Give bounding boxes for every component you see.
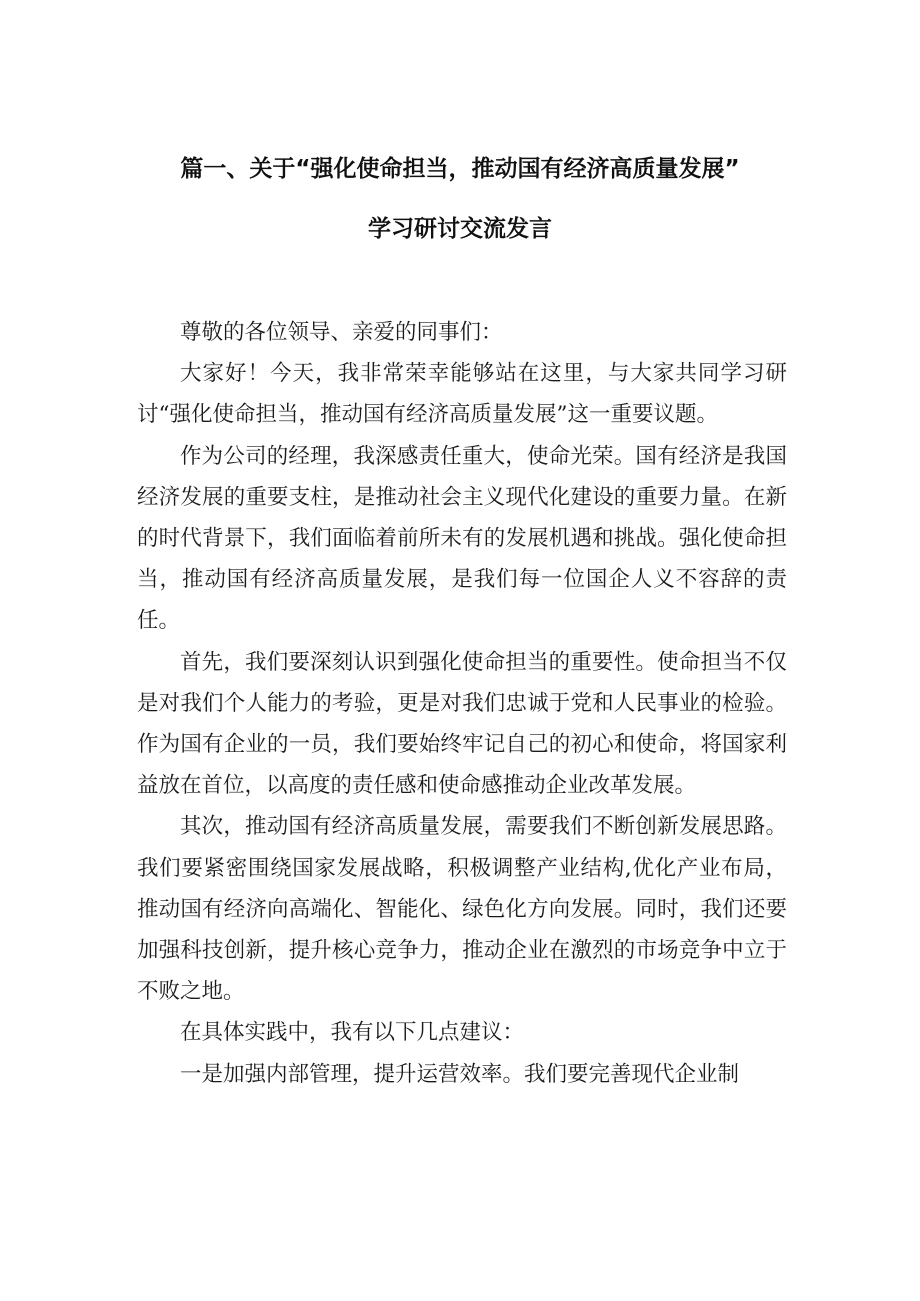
paragraph-suggestion-one: 一是加强内部管理，提升运营效率。我们要完善现代企业制: [180, 1061, 740, 1087]
paragraph-first-point: 首先，我们要深刻认识到强化使命担当的重要性。使命担当不仅是对我们个人能力的考验，更是对我们忠诚于党和人民事业的检验。作为国有企业的一员，我们要始终牢记自己的初心和使命，将国家利益放在首位，以高度的责任感和使命感推动企业改革发展。: [137, 649, 787, 799]
paragraph-greeting: 大家好！今天，我非常荣幸能够站在这里，与大家共同学习研讨“强化使命担当，推动国有经济高质量发展”这一重要议题。: [137, 361, 787, 428]
document-body: [137, 312, 787, 1095]
paragraph-second-point: 其次，推动国有经济高质量发展，需要我们不断创新发展思路。我们要紧密围绕国家发展战略，积极调整产业结构,优化产业布局，推动国有经济向高端化、智能化、绿色化方向发展。同时，我们还要加强科技创新，提升核心竞争力，推动企业在激烈的市场竞争中立于不败之地。: [137, 814, 787, 1005]
paragraph-salutation: 尊敬的各位领导、亲爱的同事们：: [180, 320, 503, 345]
paragraph-suggestions-intro: 在具体实践中，我有以下几点建议：: [180, 1020, 525, 1046]
document-title-line-1: 篇一、关于“强化使命担当，推动国有经济高质量发展”: [180, 156, 740, 182]
paragraph-responsibility: 作为公司的经理，我深感责任重大，使命光荣。国有经济是我国经济发展的重要支柱，是推动社会主义现代化建设的重要力量。在新的时代背景下，我们面临着前所未有的发展机遇和挑战。强化使命担当，推动国有经济高质量发展，是我们每一位国企人义不容辞的责任。: [137, 443, 787, 634]
document-title-line-2: 学习研讨交流发言: [368, 216, 552, 242]
